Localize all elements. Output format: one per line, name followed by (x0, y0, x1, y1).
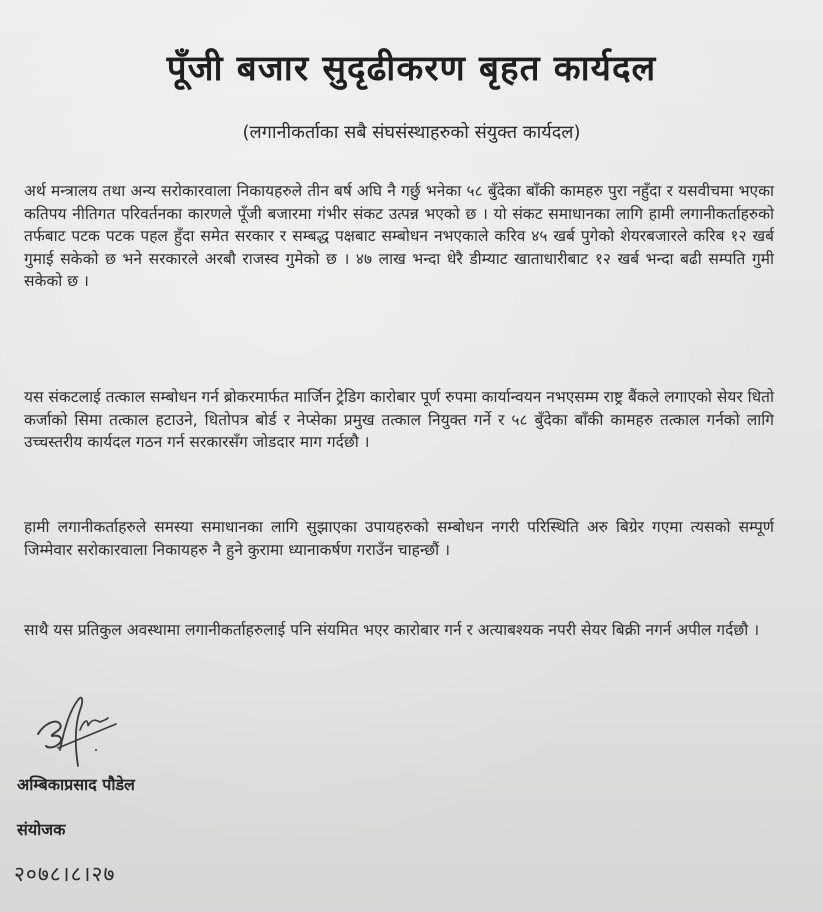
paragraph-3: हामी लगानीकर्ताहरुले समस्या समाधानका लागि सुझाएका उपायहरुको सम्बोधन नगरी परिस्थिति अरु बिग्रेर गएमा त्यसको सम्पूर्ण जिम्मेवार सरोकारवाला निकायहरु नै हुने कुरामा ध्यानाकर्षण गराउँन चाहन्छौं । (24, 518, 774, 559)
paragraph-4: साथै यस प्रतिकुल अवस्थामा लगानीकर्ताहरुलाई पनि संयमित भएर कारोबार गर्न र अत्याबश्यक नपरी सेयर बिक्री नगर्न अपील गर्दछौ । (24, 621, 760, 639)
signatory-name: अम्बिकाप्रसाद पौडेल (17, 775, 135, 794)
signature-icon (30, 690, 125, 770)
document-subtitle: (लगानीकर्ताका सबै संघसंस्थाहरुको संयुक्त कार्यदल) (242, 122, 581, 143)
paragraph-2: यस संकटलाई तत्काल सम्बोधन गर्न ब्रोकरमार्फत मार्जिन ट्रेडिग कारोबार पूर्ण रुपमा कार्यान्वयन नभएसम्म राष्ट्र बैंकले लगाएको सेयर धितो कर्जाको सिमा तत्काल हटाउने, धितोपत्र बोर्ड र नेप्सेका प्रमुख तत्काल नियुक्त गर्ने र ५८ बुँदेका बाँकी कामहरु तत्काल गर्नको लागि उच्चस्तरीय कार्यदल गठन गर्न सरकारसँग जोडदार माग गर्दछौ । (24, 388, 774, 451)
paragraph-1: अर्थ मन्त्रालय तथा अन्य सरोकारवाला निकायहरुले तीन बर्ष अघि नै गर्छु भनेका ५८ बुँदेका बाँकी कामहरु पुरा नहुँदा र यसवीचमा भएका कतिपय नीतिगत परिवर्तनका कारणले पूँजी बजारमा गंभीर संकट उत्पन्न भएको छ । यो संकट समाधानका लागि हामी लगानीकर्ताहरुको तर्फबाट पटक पटक पहल हुँदा समेत सरकार र सम्बद्ध पक्षबाट सम्बोधन नभएकाले करिव ४५ खर्ब पुगेको शेयरबजारले करिब १२ खर्ब गुमाई सकेको छ भने सरकारले अरबौ राजस्व गुमेको छ । ४७ लाख भन्दा धेरै डीम्याट खाताधारीबाट १२ खर्ब भन्दा बढी सम्पति गुमी सकेको छ । (24, 182, 774, 290)
document-date: २०७८।८।२७ (14, 862, 116, 886)
document-title: पूँजी बजार सुदृढीकरण बृहत कार्यदल (166, 49, 657, 89)
signatory-role: संयोजक (17, 820, 66, 839)
